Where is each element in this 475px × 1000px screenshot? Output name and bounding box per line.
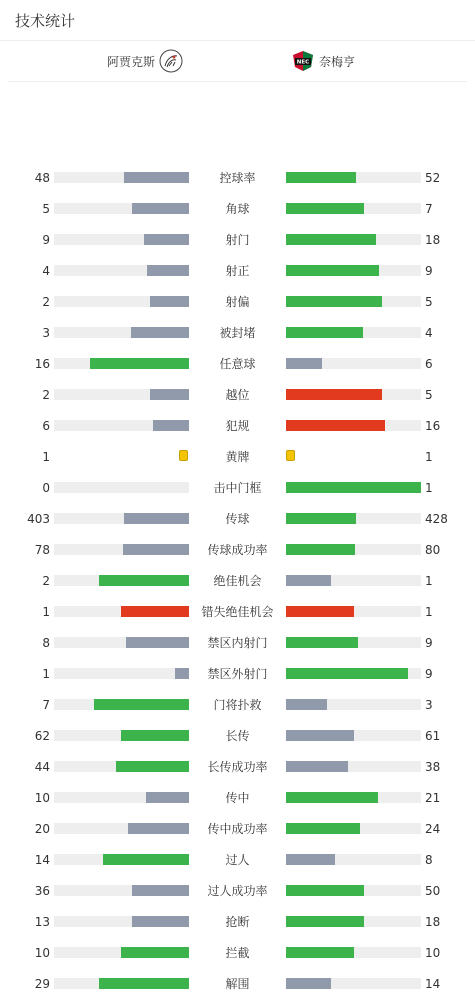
home-value: 10 — [34, 946, 50, 960]
home-bar-track — [54, 668, 189, 679]
stat-row — [0, 318, 475, 349]
stat-row — [0, 287, 475, 318]
home-bar-track — [54, 978, 189, 989]
away-bar-track — [286, 327, 421, 338]
away-bar-track — [286, 358, 421, 369]
away-bar-track — [286, 916, 421, 927]
stat-label: 绝佳机会 — [213, 574, 262, 588]
stat-label: 击中门框 — [213, 481, 262, 495]
home-bar — [123, 544, 189, 555]
away-value: 18 — [425, 915, 441, 929]
away-value: 24 — [425, 822, 441, 836]
away-bar-track — [286, 482, 421, 493]
away-bar-track — [286, 513, 421, 524]
home-bar-track — [54, 761, 189, 772]
home-bar — [121, 730, 189, 741]
home-value: 1 — [42, 667, 50, 681]
home-value: 36 — [34, 884, 50, 898]
home-value: 78 — [34, 543, 50, 557]
stat-label: 抢断 — [225, 915, 250, 929]
away-bar-track — [286, 265, 421, 276]
away-value: 8 — [425, 853, 433, 867]
away-value: 16 — [425, 419, 441, 433]
home-bar-track — [54, 947, 189, 958]
home-bar-track — [54, 823, 189, 834]
away-value: 61 — [425, 729, 441, 743]
home-bar-track — [54, 854, 189, 865]
away-value: 1 — [425, 450, 433, 464]
away-bar — [286, 761, 348, 772]
stat-label: 禁区外射门 — [207, 667, 268, 681]
away-bar-track — [286, 606, 421, 617]
home-bar — [147, 265, 189, 276]
away-value: 1 — [425, 605, 433, 619]
home-bar-track — [54, 792, 189, 803]
nec-logo-icon — [291, 49, 315, 73]
ajax-logo-icon — [159, 49, 183, 73]
stat-row — [0, 690, 475, 721]
stat-row — [0, 194, 475, 225]
stat-row — [0, 907, 475, 938]
stat-label: 传中成功率 — [207, 822, 268, 836]
away-bar — [286, 203, 364, 214]
home-bar-track — [54, 730, 189, 741]
stat-row — [0, 473, 475, 504]
away-bar — [286, 606, 354, 617]
home-bar — [150, 296, 189, 307]
home-bar — [99, 978, 189, 989]
home-bar — [99, 575, 189, 586]
stat-label: 被封堵 — [219, 326, 256, 340]
away-bar — [286, 916, 364, 927]
home-value: 2 — [42, 295, 50, 309]
home-bar-track — [54, 203, 189, 214]
stat-label: 长传 — [225, 729, 250, 743]
home-bar — [94, 699, 189, 710]
away-bar — [286, 296, 382, 307]
away-bar — [286, 420, 385, 431]
away-value: 1 — [425, 574, 433, 588]
home-value: 44 — [34, 760, 50, 774]
away-bar-track — [286, 296, 421, 307]
away-bar-track — [286, 885, 421, 896]
away-bar — [286, 668, 408, 679]
home-bar — [150, 389, 189, 400]
stat-label: 传球 — [225, 512, 250, 526]
stat-row — [0, 225, 475, 256]
home-value: 403 — [27, 512, 50, 526]
stat-row — [0, 969, 475, 1000]
stat-row — [0, 535, 475, 566]
away-value: 80 — [425, 543, 441, 557]
away-bar — [286, 327, 363, 338]
header — [0, 0, 475, 41]
stat-row — [0, 752, 475, 783]
home-value: 2 — [42, 574, 50, 588]
away-value: 52 — [425, 171, 441, 185]
away-bar-track — [286, 203, 421, 214]
home-bar-track — [54, 327, 189, 338]
away-bar-track — [286, 420, 421, 431]
home-bar — [144, 234, 189, 245]
home-value: 0 — [42, 481, 50, 495]
home-bar-track — [54, 420, 189, 431]
home-bar-track — [54, 575, 189, 586]
svg-text:NEC: NEC — [296, 59, 310, 66]
away-bar — [286, 947, 354, 958]
home-bar — [175, 668, 189, 679]
stat-label: 射门 — [225, 233, 250, 247]
home-value: 29 — [34, 977, 50, 991]
away-team-name: 奈梅亨 — [319, 54, 356, 69]
away-value: 50 — [425, 884, 441, 898]
home-value: 14 — [34, 853, 50, 867]
away-bar — [286, 885, 364, 896]
home-bar — [132, 203, 189, 214]
away-value: 6 — [425, 357, 433, 371]
home-value: 13 — [34, 915, 50, 929]
stat-label: 犯规 — [225, 419, 250, 433]
stat-row — [0, 380, 475, 411]
home-bar — [124, 172, 189, 183]
home-bar-track — [54, 389, 189, 400]
stat-label: 长传成功率 — [207, 760, 268, 774]
away-value: 4 — [425, 326, 433, 340]
home-value: 6 — [42, 419, 50, 433]
home-bar-track — [54, 513, 189, 524]
stat-label: 越位 — [225, 388, 250, 402]
home-value: 10 — [34, 791, 50, 805]
home-bar-track — [54, 916, 189, 927]
away-bar — [286, 792, 378, 803]
home-bar-track — [54, 265, 189, 276]
stat-row — [0, 783, 475, 814]
stat-label: 门将扑救 — [213, 698, 262, 712]
home-value: 62 — [34, 729, 50, 743]
home-bar-track — [54, 172, 189, 183]
stat-label: 过人成功率 — [207, 884, 268, 898]
away-value: 428 — [425, 512, 448, 526]
home-bar-track — [54, 606, 189, 617]
stat-label: 拦截 — [225, 946, 250, 960]
stat-row — [0, 349, 475, 380]
away-value: 21 — [425, 791, 441, 805]
away-bar — [286, 358, 322, 369]
stat-label: 黄牌 — [225, 450, 250, 464]
home-bar-track — [54, 885, 189, 896]
away-value: 18 — [425, 233, 441, 247]
away-bar — [286, 730, 354, 741]
away-value: 9 — [425, 667, 433, 681]
away-bar — [286, 389, 382, 400]
home-value: 16 — [34, 357, 50, 371]
away-bar — [286, 823, 360, 834]
away-bar-track — [286, 544, 421, 555]
away-bar-track — [286, 978, 421, 989]
home-value: 1 — [42, 605, 50, 619]
away-value: 10 — [425, 946, 441, 960]
away-bar — [286, 637, 358, 648]
stat-label: 解围 — [225, 977, 250, 991]
home-bar-track — [54, 482, 189, 493]
away-bar — [286, 513, 356, 524]
home-value: 4 — [42, 264, 50, 278]
home-value: 7 — [42, 698, 50, 712]
away-bar-track — [286, 854, 421, 865]
home-bar — [121, 606, 189, 617]
away-value: 9 — [425, 264, 433, 278]
away-bar — [286, 699, 327, 710]
away-bar — [286, 482, 421, 493]
home-bar — [126, 637, 189, 648]
home-team[interactable] — [107, 49, 183, 73]
home-value: 20 — [34, 822, 50, 836]
away-bar-track — [286, 575, 421, 586]
stat-label: 控球率 — [219, 171, 256, 185]
home-value: 5 — [42, 202, 50, 216]
stat-row — [0, 814, 475, 845]
home-bar — [146, 792, 189, 803]
away-bar-track — [286, 637, 421, 648]
home-team-name: 阿贾克斯 — [106, 54, 155, 69]
home-value: 3 — [42, 326, 50, 340]
home-value: 9 — [42, 233, 50, 247]
away-bar — [286, 575, 331, 586]
stat-row — [0, 721, 475, 752]
away-value: 9 — [425, 636, 433, 650]
away-bar-track — [286, 823, 421, 834]
away-bar — [286, 234, 376, 245]
away-bar-track — [286, 234, 421, 245]
stat-label: 射正 — [225, 264, 250, 278]
home-bar — [103, 854, 189, 865]
stat-label: 传球成功率 — [207, 543, 268, 557]
away-bar-track — [286, 792, 421, 803]
stat-row — [0, 597, 475, 628]
away-value: 1 — [425, 481, 433, 495]
away-value: 3 — [425, 698, 433, 712]
teams-header — [8, 41, 467, 82]
away-bar — [286, 265, 379, 276]
away-bar — [286, 172, 356, 183]
stat-label: 角球 — [225, 202, 250, 216]
away-value: 7 — [425, 202, 433, 216]
stat-row — [0, 845, 475, 876]
home-bar — [90, 358, 189, 369]
stat-label: 射偏 — [225, 295, 250, 309]
away-bar-track — [286, 947, 421, 958]
away-bar-track — [286, 668, 421, 679]
away-value: 5 — [425, 388, 433, 402]
stat-label: 过人 — [225, 853, 250, 867]
away-bar — [286, 854, 335, 865]
away-value: 14 — [425, 977, 441, 991]
away-bar-track — [286, 389, 421, 400]
home-bar — [121, 947, 189, 958]
home-value: 8 — [42, 636, 50, 650]
home-value: 1 — [42, 450, 50, 464]
stat-row — [0, 256, 475, 287]
home-bar-track — [54, 234, 189, 245]
home-bar-track — [54, 699, 189, 710]
home-bar — [132, 916, 189, 927]
home-yellow-card-icon — [179, 450, 188, 461]
home-bar — [128, 823, 189, 834]
stat-row — [0, 938, 475, 969]
stat-label: 传中 — [225, 791, 250, 805]
stat-row — [0, 163, 475, 194]
home-bar — [131, 327, 189, 338]
away-bar — [286, 544, 355, 555]
stat-row — [0, 442, 475, 473]
home-bar — [132, 885, 189, 896]
away-bar-track — [286, 730, 421, 741]
away-team[interactable] — [291, 49, 355, 73]
home-bar — [116, 761, 189, 772]
stat-row — [0, 566, 475, 597]
away-bar-track — [286, 761, 421, 772]
stat-row — [0, 659, 475, 690]
home-bar-track — [54, 358, 189, 369]
stat-row — [0, 504, 475, 535]
home-bar-track — [54, 544, 189, 555]
away-bar-track — [286, 699, 421, 710]
stat-row — [0, 411, 475, 442]
away-bar — [286, 978, 331, 989]
stat-label: 错失绝佳机会 — [201, 605, 274, 619]
home-bar-track — [54, 637, 189, 648]
away-value: 38 — [425, 760, 441, 774]
stat-row — [0, 628, 475, 659]
home-bar-track — [54, 296, 189, 307]
stat-label: 禁区内射门 — [207, 636, 268, 650]
home-bar — [124, 513, 189, 524]
away-bar-track — [286, 172, 421, 183]
stat-label: 任意球 — [219, 357, 256, 371]
page-title: 技术统计 — [15, 12, 76, 30]
home-value: 2 — [42, 388, 50, 402]
away-value: 5 — [425, 295, 433, 309]
stat-row — [0, 876, 475, 907]
home-value: 48 — [34, 171, 50, 185]
away-yellow-card-icon — [286, 450, 295, 461]
home-bar — [153, 420, 189, 431]
